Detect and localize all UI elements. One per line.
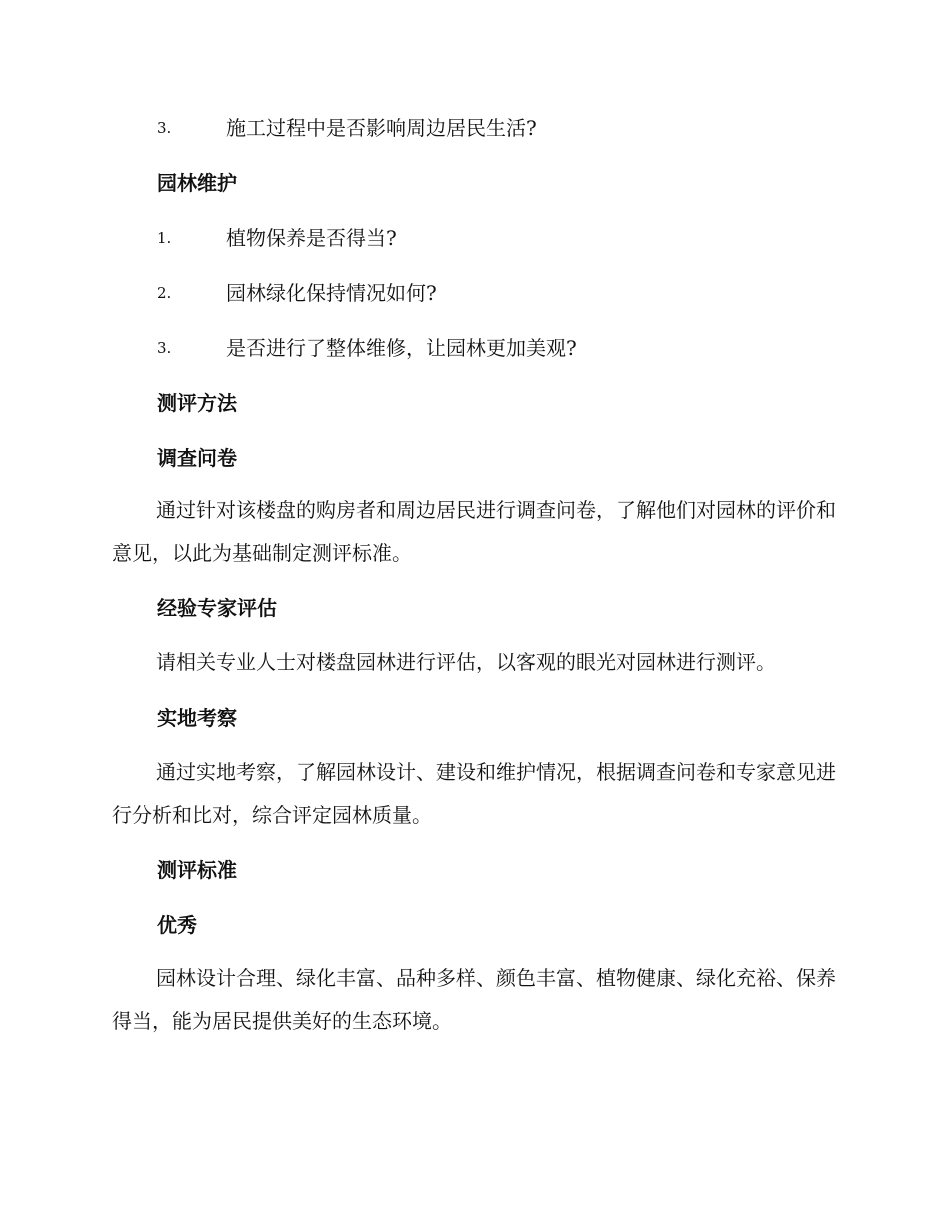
heading-expert: 经验专家评估: [157, 596, 277, 620]
heading-field: 实地考察: [157, 706, 237, 730]
list-number: 1.: [157, 229, 172, 247]
list-number: 3.: [157, 339, 172, 357]
list-text: 植物保养是否得当?: [226, 226, 397, 250]
paragraph-survey: 通过针对该楼盘的购房者和周边居民进行调查问卷，了解他们对园林的评价和意见，以此为基础制定测评标准。: [112, 498, 836, 565]
heading-excellent: 优秀: [157, 913, 197, 937]
list-item: [157, 223, 857, 253]
heading-standards: 测评标准: [157, 858, 237, 882]
list-text: 施工过程中是否影响周边居民生活?: [226, 116, 537, 140]
list-item: [157, 333, 857, 363]
paragraph-excellent: 园林设计合理、绿化丰富、品种多样、颜色丰富、植物健康、绿化充裕、保养得当，能为居民提供美好的生态环境。: [112, 966, 836, 1033]
list-item: [157, 113, 857, 143]
list-text: 是否进行了整体维修，让园林更加美观?: [226, 336, 577, 360]
list-text: 园林绿化保持情况如何?: [226, 281, 437, 305]
list-number: 3.: [157, 119, 172, 137]
heading-maintenance: 园林维护: [157, 171, 237, 195]
heading-survey: 调查问卷: [157, 446, 237, 470]
paragraph-field: 通过实地考察，了解园林设计、建设和维护情况，根据调查问卷和专家意见进行分析和比对，综合评定园林质量。: [112, 760, 836, 827]
paragraph-expert: 请相关专业人士对楼盘园林进行评估，以客观的眼光对园林进行测评。: [156, 650, 776, 674]
list-number: 2.: [157, 284, 172, 302]
list-item: [157, 278, 857, 308]
heading-methods: 测评方法: [157, 391, 237, 415]
